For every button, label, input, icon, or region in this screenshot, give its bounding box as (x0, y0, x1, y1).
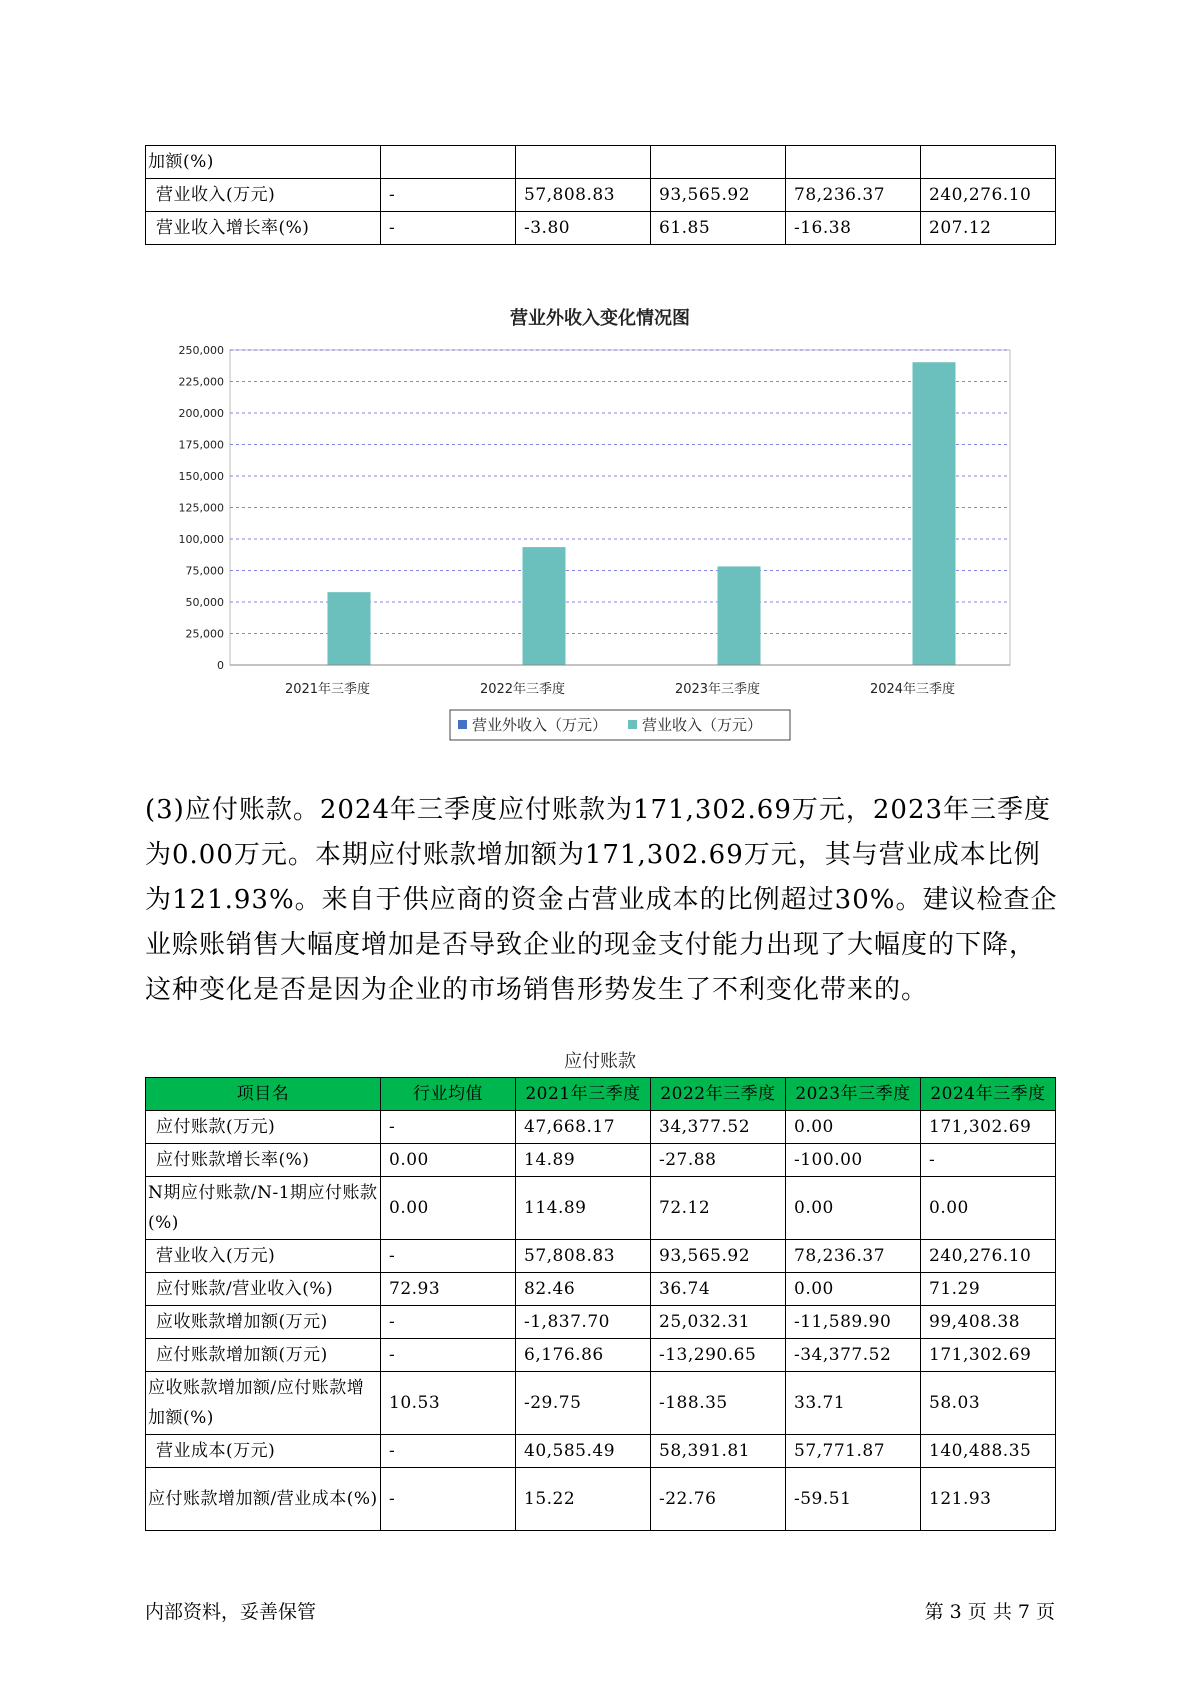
row-label: 营业收入(万元) (146, 1240, 381, 1273)
table-caption: 应付账款 (564, 1051, 636, 1072)
footer-page-number: 第 3 页 共 7 页 (924, 1601, 1055, 1623)
table-row (146, 1144, 1056, 1177)
table-row (146, 1240, 1056, 1273)
cell: 57,771.87 (786, 1435, 921, 1468)
cell: -29.75 (516, 1372, 651, 1435)
cell: -59.51 (786, 1468, 921, 1531)
y-tick-label: 150,000 (178, 470, 224, 483)
cell: -3.80 (516, 212, 651, 245)
cell: - (381, 1339, 516, 1372)
cell: 36.74 (651, 1273, 786, 1306)
x-tick-label: 2024年三季度 (869, 682, 956, 697)
y-tick-label: 75,000 (185, 564, 224, 578)
cell: 57,808.83 (516, 1240, 651, 1273)
row-label: 应付账款/营业收入(%) (146, 1273, 381, 1306)
y-tick-label: 25,000 (185, 627, 224, 641)
row-label: 应付账款增加额/营业成本(%) (146, 1468, 381, 1531)
chart-title: 营业外收入变化情况图 (510, 308, 690, 329)
y-tick-label: 225,000 (178, 375, 224, 389)
column-header: 2024年三季度 (921, 1078, 1056, 1111)
cell: 14.89 (516, 1144, 651, 1177)
y-tick-label: 50,000 (185, 596, 224, 609)
table-row (146, 146, 1056, 179)
row-label: 应付账款增长率(%) (146, 1144, 381, 1177)
cell: -22.76 (651, 1468, 786, 1531)
bar (913, 362, 956, 665)
cell (786, 146, 921, 179)
table-row (146, 179, 1056, 212)
row-label: 营业收入(万元) (146, 179, 381, 212)
x-tick-label: 2023年三季度 (674, 682, 761, 697)
bar (523, 547, 566, 665)
cell: 33.71 (786, 1372, 921, 1435)
cell (921, 146, 1056, 179)
cell: -100.00 (786, 1144, 921, 1177)
cell: 121.93 (921, 1468, 1056, 1531)
cell: 99,408.38 (921, 1306, 1056, 1339)
cell: 6,176.86 (516, 1339, 651, 1372)
cell: 72.93 (381, 1273, 516, 1306)
cell: 57,808.83 (516, 179, 651, 212)
cell: - (381, 1468, 516, 1531)
table-row (146, 1177, 1056, 1240)
table-row (146, 212, 1056, 245)
column-header: 行业均值 (381, 1078, 516, 1111)
cell: 0.00 (921, 1177, 1056, 1240)
cell: 71.29 (921, 1273, 1056, 1306)
accounts-payable-table (145, 1077, 1056, 1531)
cell: 47,668.17 (516, 1111, 651, 1144)
table-row (146, 1273, 1056, 1306)
row-label: 应付账款增加额(万元) (146, 1339, 381, 1372)
cell: 61.85 (651, 212, 786, 245)
cell: -16.38 (786, 212, 921, 245)
table-row (146, 1111, 1056, 1144)
bar (718, 566, 761, 665)
cell: 93,565.92 (651, 1240, 786, 1273)
cell (516, 146, 651, 179)
y-tick-label: 200,000 (178, 407, 224, 420)
cell: 171,302.69 (921, 1111, 1056, 1144)
row-label: 应付账款(万元) (146, 1111, 381, 1144)
cell: - (381, 1240, 516, 1273)
cell: - (381, 1111, 516, 1144)
cell: 0.00 (381, 1177, 516, 1240)
cell: 93,565.92 (651, 179, 786, 212)
cell: 15.22 (516, 1468, 651, 1531)
cell: -13,290.65 (651, 1339, 786, 1372)
cell: - (921, 1144, 1056, 1177)
cell: 25,032.31 (651, 1306, 786, 1339)
x-tick-label: 2021年三季度 (284, 682, 371, 697)
x-tick-label: 2022年三季度 (479, 682, 566, 697)
table-header-row (146, 1078, 1056, 1111)
column-header: 2021年三季度 (516, 1078, 651, 1111)
y-tick-label: 100,000 (178, 533, 224, 546)
cell: - (381, 1306, 516, 1339)
cell (651, 146, 786, 179)
row-label: 应收账款增加额/应付账款增加额(%) (146, 1372, 381, 1435)
column-header: 2023年三季度 (786, 1078, 921, 1111)
column-header: 2022年三季度 (651, 1078, 786, 1111)
cell: 240,276.10 (921, 1240, 1056, 1273)
revenue-table-continued (145, 145, 1056, 245)
y-tick-label: 250,000 (178, 344, 224, 357)
column-header: 项目名 (146, 1078, 381, 1111)
y-tick-label: 175,000 (178, 438, 224, 452)
cell (381, 146, 516, 179)
cell: -11,589.90 (786, 1306, 921, 1339)
table-row (146, 1435, 1056, 1468)
cell: -27.88 (651, 1144, 786, 1177)
y-tick-label: 0 (217, 659, 224, 672)
footer-confidential-note: 内部资料，妥善保管 (145, 1601, 317, 1623)
cell: 0.00 (786, 1177, 921, 1240)
cell: 114.89 (516, 1177, 651, 1240)
cell: 0.00 (786, 1273, 921, 1306)
row-label: 应收账款增加额(万元) (146, 1306, 381, 1339)
legend-swatch (628, 720, 637, 729)
cell: - (381, 179, 516, 212)
cell: - (381, 212, 516, 245)
body-paragraph: (3)应付账款。2024年三季度应付账款为171,302.69万元，2023年三季度为0.00万元。本期应付账款增加额为171,302.69万元，其与营业成本比例为121.93%。来自于供应商的资金占营业成本的比例超过30%。建议检查企业赊账销售大幅度增加是否导致企业的现金支付能力出现了大幅度的下降，这种变化是否是因为企业的市场销售形势发生了不利变化带来的。 (145, 795, 1058, 1005)
cell: 34,377.52 (651, 1111, 786, 1144)
row-label: 加额(%) (146, 146, 381, 179)
bar (328, 592, 371, 665)
cell: 0.00 (381, 1144, 516, 1177)
legend-label: 营业收入（万元） (642, 716, 763, 734)
y-tick-label: 125,000 (178, 501, 224, 515)
row-label: 营业收入增长率(%) (146, 212, 381, 245)
cell: 0.00 (786, 1111, 921, 1144)
cell: 40,585.49 (516, 1435, 651, 1468)
legend-swatch (458, 720, 467, 729)
cell: 58,391.81 (651, 1435, 786, 1468)
cell: 78,236.37 (786, 1240, 921, 1273)
table-row (146, 1468, 1056, 1531)
cell: 207.12 (921, 212, 1056, 245)
bar-chart (145, 335, 1055, 745)
cell: -188.35 (651, 1372, 786, 1435)
legend-label: 营业外收入（万元） (472, 716, 608, 734)
row-label: N期应付账款/N-1期应付账款(%) (146, 1177, 381, 1240)
cell: -34,377.52 (786, 1339, 921, 1372)
cell: 72.12 (651, 1177, 786, 1240)
table-row (146, 1306, 1056, 1339)
cell: 78,236.37 (786, 179, 921, 212)
cell: 140,488.35 (921, 1435, 1056, 1468)
cell: 10.53 (381, 1372, 516, 1435)
cell: 58.03 (921, 1372, 1056, 1435)
cell: 240,276.10 (921, 179, 1056, 212)
cell: 82.46 (516, 1273, 651, 1306)
cell: -1,837.70 (516, 1306, 651, 1339)
cell: 171,302.69 (921, 1339, 1056, 1372)
table-row (146, 1339, 1056, 1372)
table-row (146, 1372, 1056, 1435)
row-label: 营业成本(万元) (146, 1435, 381, 1468)
cell: - (381, 1435, 516, 1468)
